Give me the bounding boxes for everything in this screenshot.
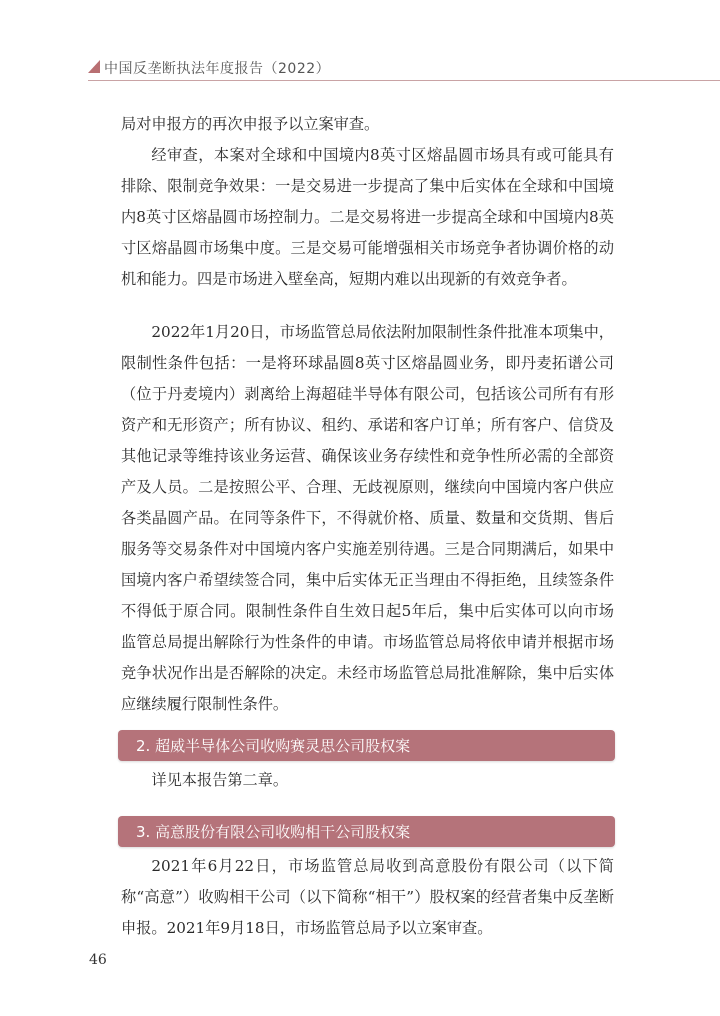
page-header [0,0,720,84]
section-heading-2-label: 2. 超威半导体公司收购赛灵思公司股权案 [136,737,411,755]
header-divider [88,80,720,81]
paragraph-continuation: 局对申报方的再次申报予以立案审查。 [121,115,380,133]
paragraph-ii-vi-coherent: 2021年6月22日，市场监管总局收到高意股份有限公司（以下简称“高意”）收购相干公司（以下简称“相干”）股权案的经营者集中反垄断申报。2021年9月18日，市场监管总局予以立案审查。 [121,857,614,937]
paragraph-see-chapter: 详见本报告第二章。 [151,771,289,789]
section-heading-3-label: 3. 高意股份有限公司收购相干公司股权案 [136,823,411,841]
section-heading-3 [118,816,615,847]
header-title: 中国反垄断执法年度报告（2022） [104,61,331,77]
section-heading-2 [118,730,615,761]
paragraph-conditions: 2022年1月20日，市场监管总局依法附加限制性条件批准本项集中，限制性条件包括：一是将环球晶圆8英寸区熔晶圆业务，即丹麦拓谱公司（位于丹麦境内）剥离给上海超硅半导体有限公司，包括该公司所有有形资产和无形资产；所有协议、租约、承诺和客户订单；所有客户、信贷及其他记录等维持该业务运营、确保该业务存续性和竞争性所必需的全部资产及人员。二是按照公平、合理、无歧视原则，继续向中国境内客户供应各类晶圆产品。在同等条件下，不得就价格、质量、数量和交货期、售后服务等交易条件对中国境内客户实施差别待遇。三是合同期满后，如果中国境内客户希望续签合同，集中后实体无正当理由不得拒绝，且续签条件不得低于原合同。限制性条件自生效日起5年后，集中后实体可以向市场监管总局提出解除行为性条件的申请。市场监管总局将依申请并根据市场竞争状况作出是否解除的决定。未经市场监管总局批准解除，集中后实体应继续履行限制性条件。 [121,323,614,713]
paragraph-review-findings: 经审查，本案对全球和中国境内8英寸区熔晶圆市场具有或可能具有排除、限制竞争效果：一是交易进一步提高了集中后实体在全球和中国境内8英寸区熔晶圆市场控制力。二是交易将进一步提高全球和中国境内8英寸区熔晶圆市场集中度。三是交易可能增强相关市场竞争者协调价格的动机和能力。四是市场进入壁垒高，短期内难以出现新的有效竞争者。 [121,146,614,288]
header-triangle-mark [88,60,100,73]
page-number: 46 [89,952,107,968]
